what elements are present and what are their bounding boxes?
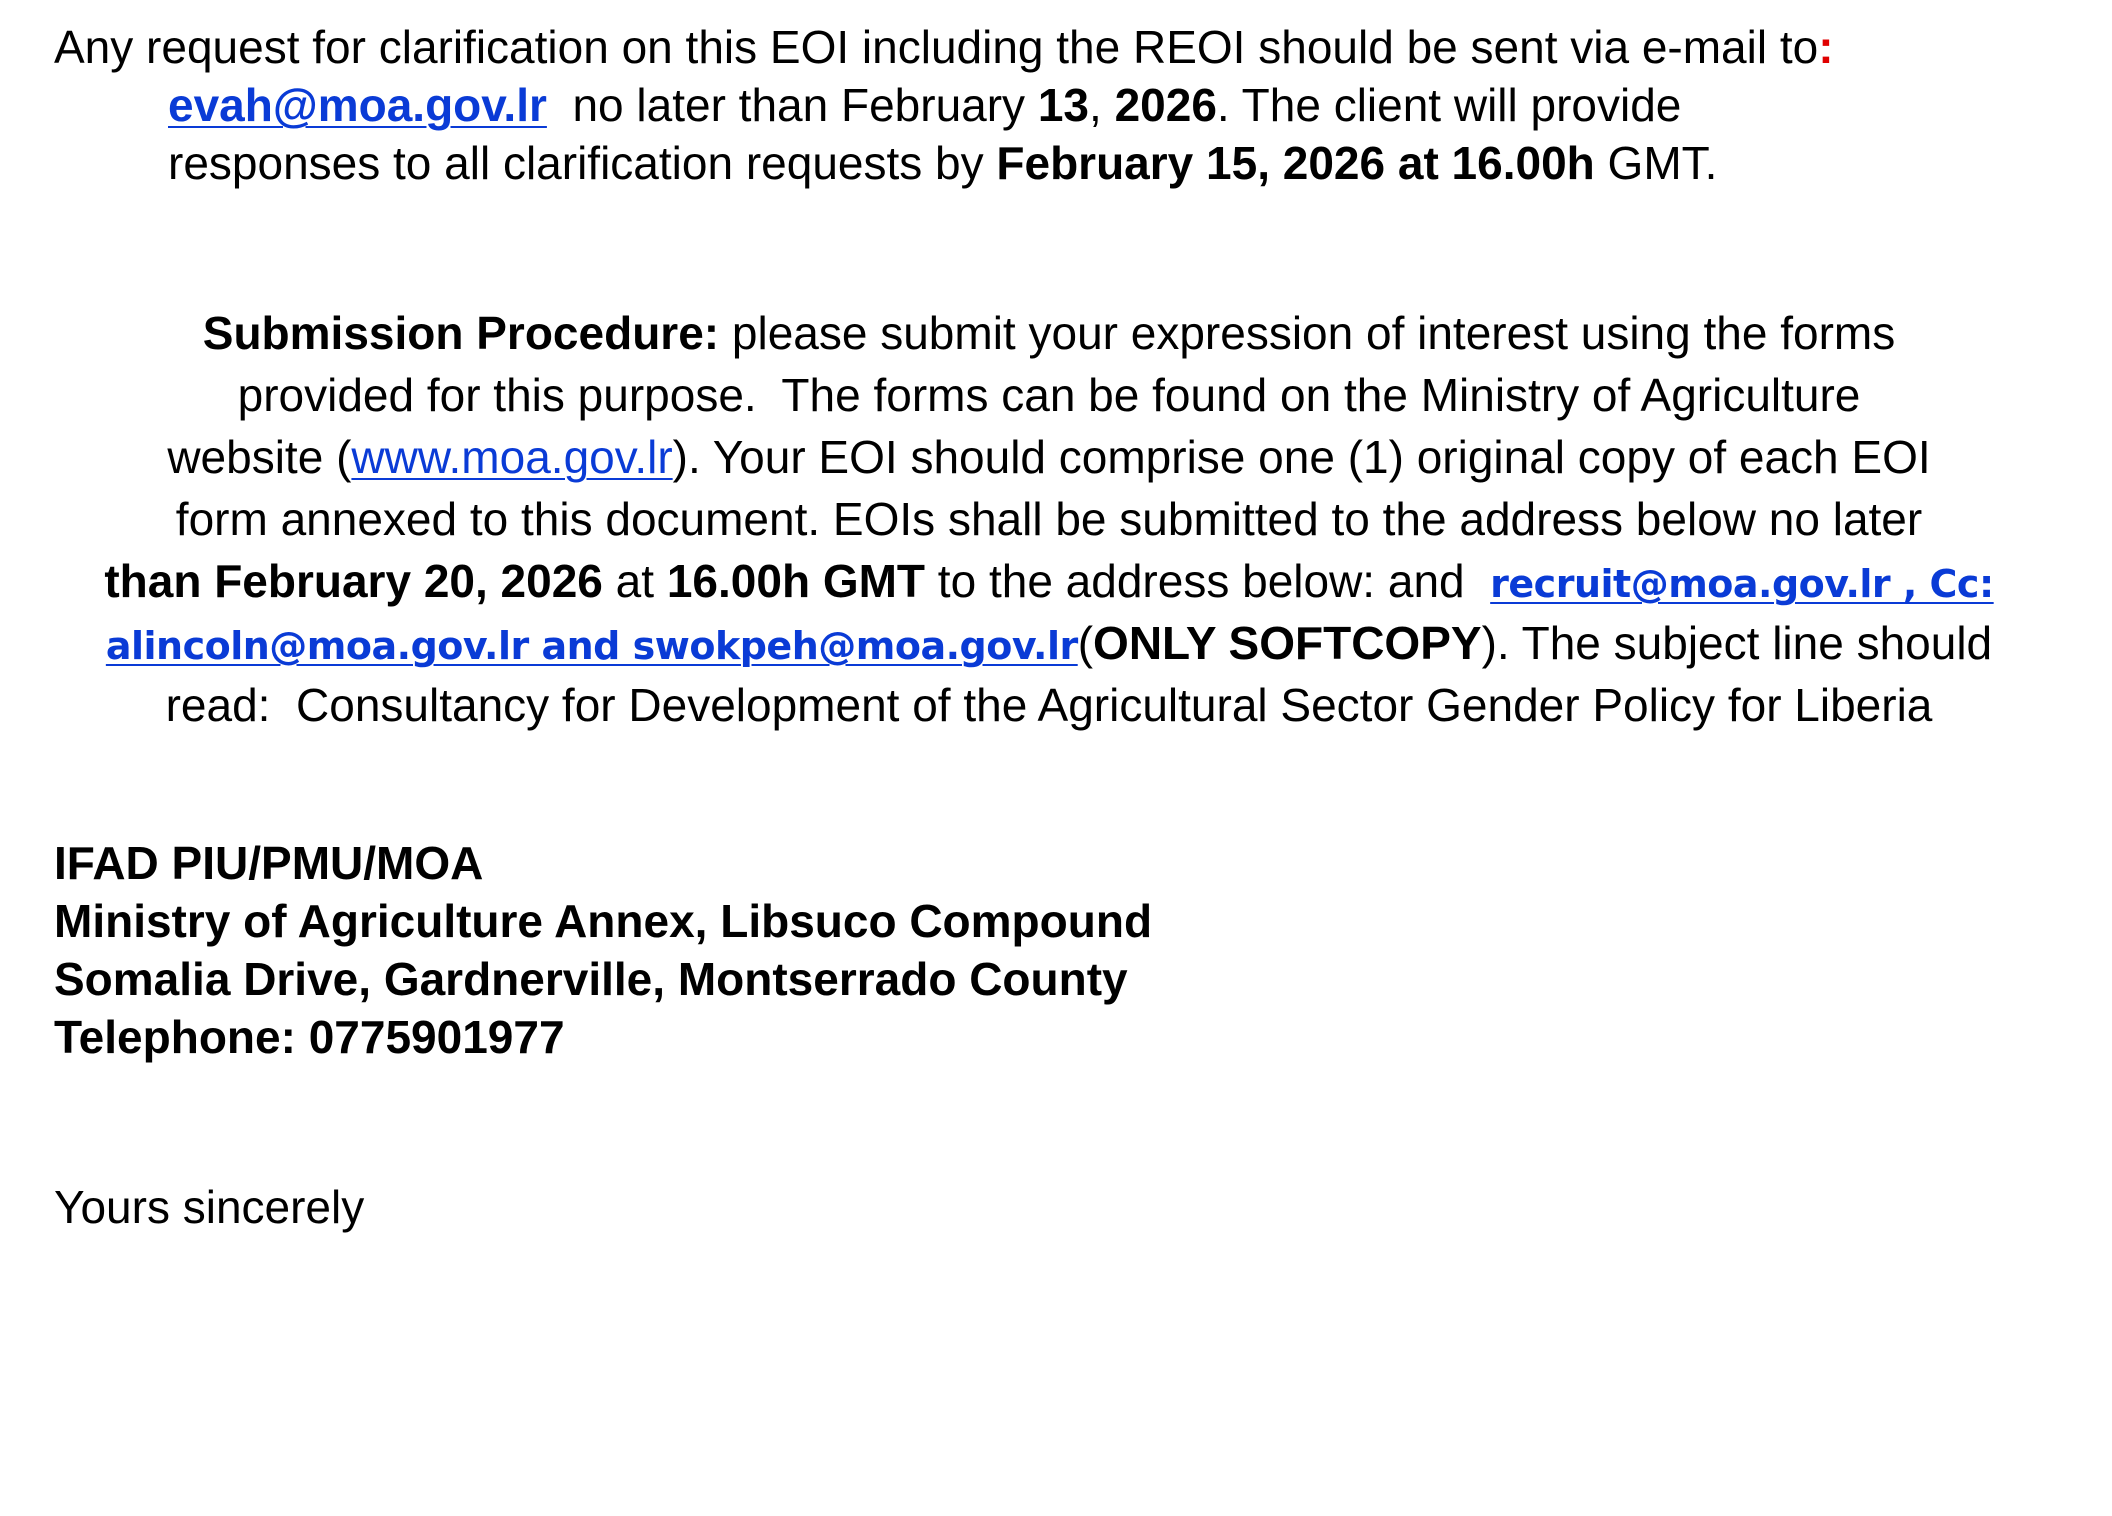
submission-line-2 <box>54 367 2044 423</box>
submission-text-2: provided for this purpose. The forms can be found on the Ministry of Agriculture <box>237 369 1861 421</box>
submission-line-5 <box>54 553 2044 612</box>
submission-line-6 <box>54 615 2044 674</box>
responses-deadline: February 15, 2026 at 16.00h <box>996 137 1595 189</box>
deadline-year: 2026 <box>1114 79 1217 131</box>
deadline-text: no later than February <box>546 79 1038 131</box>
submission-line-3 <box>54 429 2044 485</box>
telephone-line: Telephone: 0775901977 <box>54 1011 565 1063</box>
website-link[interactable]: www.moa.gov.lr <box>351 431 673 483</box>
closing-text: Yours sincerely <box>54 1181 365 1233</box>
clarification-text: Any request for clarification on this EOI including the REOI should be sent via e-mail to <box>54 21 1819 73</box>
responses-text: responses to all clarification requests by <box>168 137 997 189</box>
cc-emails-link[interactable]: alincoln@moa.gov.lr and swokpeh@moa.gov.lr <box>105 624 1078 668</box>
submission-text-4: form annexed to this document. EOIs shall be submitted to the address below no later <box>175 493 1923 545</box>
clarification-line-1 <box>54 19 1834 75</box>
submission-text-3: ). Your EOI should comprise one (1) original copy of each EOI <box>672 431 1931 483</box>
paren-open: ( <box>1077 617 1094 669</box>
clarification-email-link[interactable]: evah@moa.gov.lr <box>168 79 547 131</box>
website-prefix: website ( <box>167 431 352 483</box>
clarification-line-2 <box>168 77 1681 133</box>
at-text: at <box>602 555 667 607</box>
subject-line-text: ). The subject line should <box>1481 617 1993 669</box>
deadline-comma: , <box>1089 79 1115 131</box>
submission-line-4 <box>54 491 2044 547</box>
clarification-line-3 <box>168 135 1717 191</box>
address-line-3: Somalia Drive, Gardnerville, Montserrado County <box>54 953 1128 1005</box>
client-provide-text: . The client will provide <box>1216 79 1682 131</box>
address-below-text: to the address below: and <box>925 555 1491 607</box>
deadline-day: 13 <box>1037 79 1090 131</box>
submission-deadline-time: 16.00h GMT <box>666 555 926 607</box>
submission-text-1: please submit your expression of interest using the forms <box>719 307 1896 359</box>
gmt-text: GMT. <box>1594 137 1718 189</box>
subject-text: read: Consultancy for Development of the Agricultural Sector Gender Policy for Liberia <box>165 679 1933 731</box>
address-line-2: Ministry of Agriculture Annex, Libsuco Compound <box>54 895 1153 947</box>
only-softcopy: ONLY SOFTCOPY <box>1093 617 1482 669</box>
recruit-email-link[interactable]: recruit@moa.gov.lr , Cc: <box>1490 562 1994 606</box>
submission-deadline-date: than February 20, 2026 <box>104 555 603 607</box>
colon-red: : <box>1818 21 1834 73</box>
submission-heading: Submission Procedure: <box>202 307 720 359</box>
submission-line-7 <box>54 677 2044 733</box>
submission-line-1 <box>54 305 2044 361</box>
address-line-1: IFAD PIU/PMU/MOA <box>54 837 484 889</box>
